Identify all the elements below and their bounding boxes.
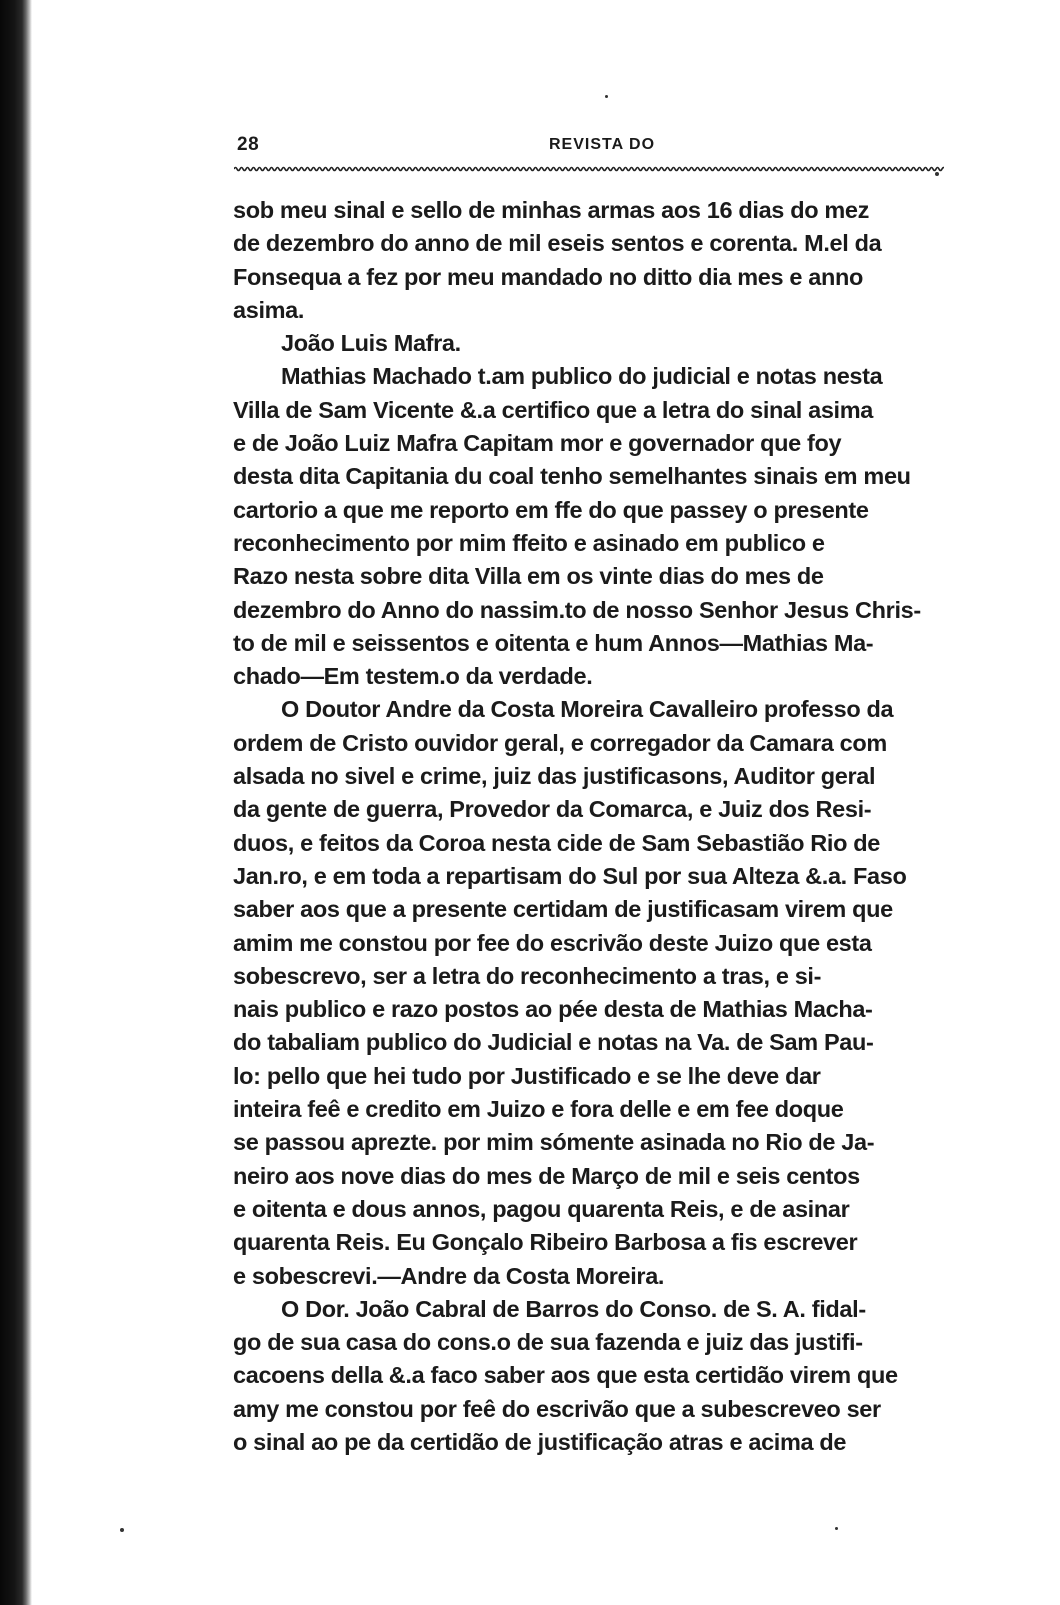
- text-line: saber aos que a presente certidam de justificasam virem que: [233, 896, 893, 923]
- text-line: to de mil e seissentos e oitenta e hum Annos—Mathias Ma-: [233, 629, 874, 656]
- running-title: REVISTA DO: [549, 136, 656, 153]
- print-speck: [835, 1527, 838, 1530]
- text-line: sob meu sinal e sello de minhas armas aos 16 dias do mez: [233, 197, 870, 223]
- text-line: dezembro do Anno do nassim.to de nosso Senhor Jesus Chris-: [233, 596, 921, 623]
- text-line: duos, e feitos da Coroa nesta cide de Sam Sebastião Rio de: [233, 829, 881, 856]
- text-line: sobescrevo, ser a letra do reconhecimento a tras, e si-: [233, 962, 822, 989]
- text-line: desta dita Capitania du coal tenho semelhantes sinais em meu: [233, 463, 911, 490]
- body-text: [233, 194, 960, 1459]
- text-line: Fonsequa a fez por meu mandado no ditto dia mes e anno: [233, 263, 864, 290]
- text-line: amim me constou por fee do escrivão deste Juizo que esta: [233, 929, 872, 956]
- text-line: Mathias Machado t.am publico do judicial e notas nesta: [281, 363, 883, 390]
- text-line: O Dor. João Cabral de Barros do Conso. de S. A. fidal-: [281, 1295, 866, 1322]
- text-line: do tabaliam publico do Judicial e notas na Va. de Sam Pau-: [233, 1029, 874, 1056]
- text-line: cartorio a que me reporto em ffe do que passey o presente: [233, 496, 869, 523]
- book-spine-shadow: [0, 0, 32, 1605]
- text-line: reconhecimento por mim ffeito e asinado em publico e: [233, 529, 825, 556]
- text-line: Villa de Sam Vicente &.a certifico que a letra do sinal asima: [233, 396, 873, 423]
- text-line: João Luis Mafra.: [281, 330, 461, 357]
- text-line: alsada no sivel e crime, juiz das justificasons, Auditor geral: [233, 763, 876, 790]
- text-line: asima.: [233, 296, 305, 323]
- text-line: Jan.ro, e em toda a repartisam do Sul por sua Alteza &.a. Faso: [233, 862, 907, 889]
- text-line: amy me constou por feê do escrivão que a subescreveo ser: [233, 1395, 881, 1422]
- text-line: de dezembro do anno de mil eseis sentos e corenta. M.el da: [233, 230, 882, 257]
- text-line: e de João Luiz Mafra Capitam mor e governador que foy: [233, 430, 842, 457]
- page-number: 28: [237, 134, 260, 155]
- print-speck: [605, 95, 608, 98]
- text-line: nais publico e razo postos ao pée desta de Mathias Macha-: [233, 996, 873, 1023]
- text-line: lo: pello que hei tudo por Justificado e se lhe deve dar: [233, 1062, 821, 1089]
- text-line: ordem de Cristo ouvidor geral, e corregador da Camara com: [233, 729, 887, 756]
- text-line: e oitenta e dous annos, pagou quarenta Reis, e de asinar: [233, 1195, 850, 1222]
- text-line: Razo nesta sobre dita Villa em os vinte dias do mes de: [233, 563, 824, 590]
- text-line: quarenta Reis. Eu Gonçalo Ribeiro Barbosa a fis escrever: [233, 1229, 858, 1256]
- text-line: e sobescrevi.—Andre da Costa Moreira.: [233, 1262, 665, 1289]
- text-line: o sinal ao pe da certidão de justificação atras e acima de: [233, 1428, 847, 1455]
- text-line: go de sua casa do cons.o de sua fazenda e juiz das justifi-: [233, 1329, 863, 1356]
- text-line: chado—Em testem.o da verdade.: [233, 663, 593, 690]
- header-wavy-rule: [234, 166, 944, 172]
- text-line: O Doutor Andre da Costa Moreira Cavalleiro professo da: [281, 696, 894, 723]
- print-speck: [120, 1528, 124, 1532]
- text-line: cacoens della &.a faco saber aos que esta certidão virem que: [233, 1362, 898, 1389]
- text-line: inteira feê e credito em Juizo e fora delle e em fee doque: [233, 1096, 844, 1123]
- text-line: se passou aprezte. por mim sómente asinada no Rio de Ja-: [233, 1129, 875, 1156]
- print-speck: [935, 172, 939, 176]
- text-line: da gente de guerra, Provedor da Comarca, e Juiz dos Resi-: [233, 796, 872, 823]
- page-header: [237, 134, 944, 164]
- text-line: neiro aos nove dias do mes de Março de mil e seis centos: [233, 1162, 860, 1189]
